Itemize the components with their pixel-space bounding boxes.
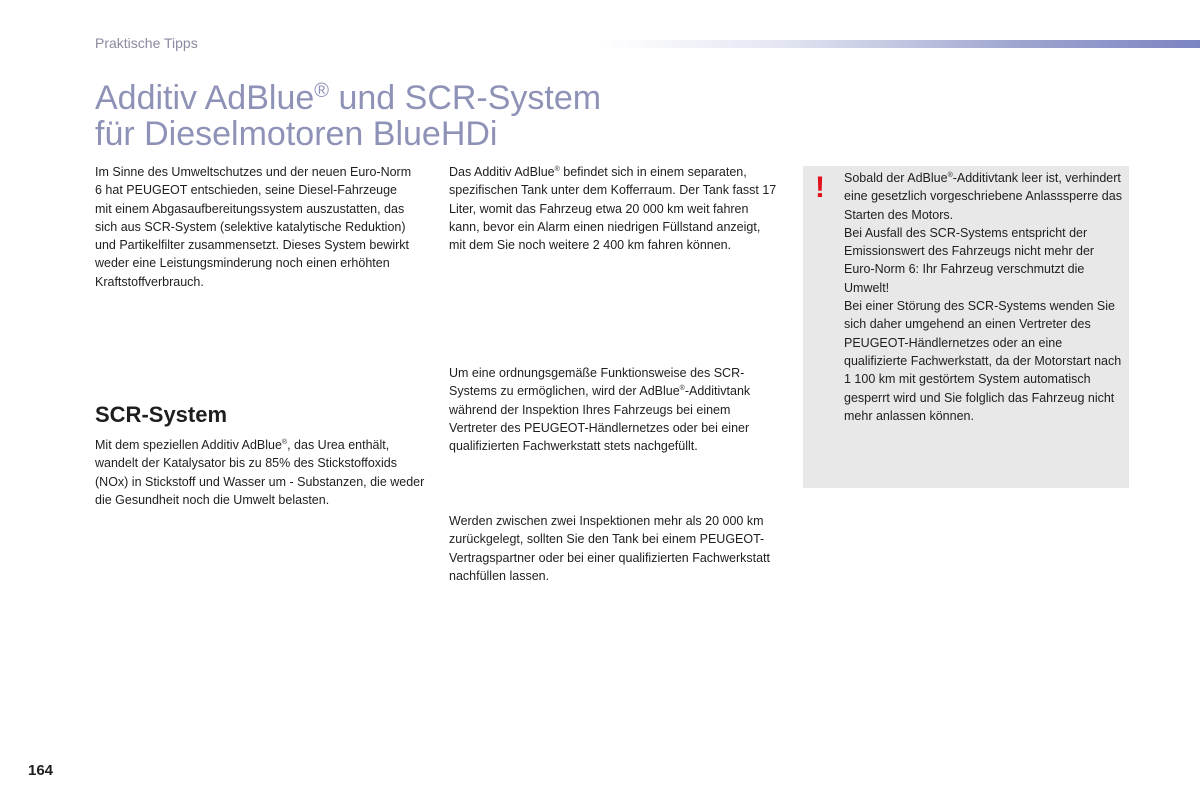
warning-box [803, 166, 1129, 488]
scr-registered-mark: ® [281, 439, 288, 446]
header-gradient-bar [600, 40, 1200, 48]
title-registered-mark: ® [314, 80, 330, 102]
tank-registered-mark: ® [554, 166, 560, 173]
refill-registered-mark: ® [679, 385, 685, 393]
warning-text-b: -Additivtank leer ist, verhindert eine gesetzlich vorgeschriebene Anlasssperre das Starten des Motors. [844, 171, 1122, 222]
scr-text-b: , das Urea enthält, wandelt der Katalysator bis zu 85% des Stickstoffoxids (NOx) in Stickstoff und Wasser um - Substanzen, die weder die Gesundheit noch die Umwelt belasten. [95, 438, 425, 507]
warning-text [844, 169, 1126, 425]
intro-paragraph: Im Sinne des Umweltschutzes und der neuen Euro-Norm 6 hat PEUGEOT entschieden, seine Diesel-Fahrzeuge mit einem Abgasaufbereitungssystem auszustatten, das sich aus SCR-System (selektive katalytische Reduktion) und Partikelfilter zusammensetzt. Dieses System bewirkt weder eine Leistungsminderung noch einen erhöhten Kraftstoffverbrauch. [95, 165, 412, 289]
exclamation-icon: ! [815, 171, 825, 204]
section-label: Praktische Tipps [95, 35, 198, 51]
page-number: 164 [28, 762, 54, 779]
scr-text-a: Mit dem speziellen Additiv AdBlue [95, 438, 282, 452]
refill-text-a: Um eine ordnungsgemäße Funktionsweise des SCR-Systems zu ermöglichen, wird der AdBlue [449, 366, 745, 399]
title-line1-b: und SCR-System [329, 79, 602, 117]
title-line1-a: Additiv AdBlue [95, 79, 315, 117]
scr-system-paragraph [95, 436, 425, 509]
warning-text-malfunction: Bei einer Störung des SCR-Systems wenden Sie sich daher umgehend an einen Vertreter des PEUGEOT-Händlernetzes oder an eine qualifizierte Fachwerkstatt, da der Motorstart nach 1 100 km mit gestörtem System automatisch gesperrt wird und Sie folglich das Fahrzeug nicht mehr anlassen können. [844, 299, 1122, 423]
page-title [95, 80, 601, 152]
warning-text-emission: Bei Ausfall des SCR-Systems entspricht der Emissionswert des Fahrzeugs nicht mehr der Euro-Norm 6: Ihr Fahrzeug verschmutzt die Umwelt! [844, 225, 1095, 295]
warning-text-a: Sobald der AdBlue [844, 171, 948, 185]
tank-text-a: Das Additiv AdBlue [449, 165, 555, 179]
mileage-refill-paragraph: Werden zwischen zwei Inspektionen mehr als 20 000 km zurückgelegt, sollten Sie den Tank bei einem PEUGEOT-Vertragspartner oder bei einer qualifizierten Fachwerkstatt nachfüllen lassen. [449, 514, 770, 583]
refill-inspection-paragraph [449, 364, 774, 455]
warning-registered-mark: ® [947, 172, 953, 179]
title-line2: für Dieselmotoren BlueHDi [95, 115, 498, 153]
tank-text-b: befindet sich in einem separaten, spezifischen Tank unter dem Kofferraum. Der Tank fasst 17 Liter, womit das Fahrzeug etwa 20 000 km weit fahren kann, bevor ein Alarm einen niedrigen Füllstand anzeigt, mit dem Sie noch weitere 2 400 km fahren können. [449, 165, 777, 253]
tank-paragraph [449, 163, 779, 254]
scr-system-heading: SCR-System [95, 402, 228, 427]
refill-text-b: -Additivtank während der Inspektion Ihres Fahrzeugs bei einem Vertreter des PEUGEOT-Händlernetzes oder bei einer qualifizierten Fachwerkstatt stets nachgefüllt. [449, 384, 751, 454]
